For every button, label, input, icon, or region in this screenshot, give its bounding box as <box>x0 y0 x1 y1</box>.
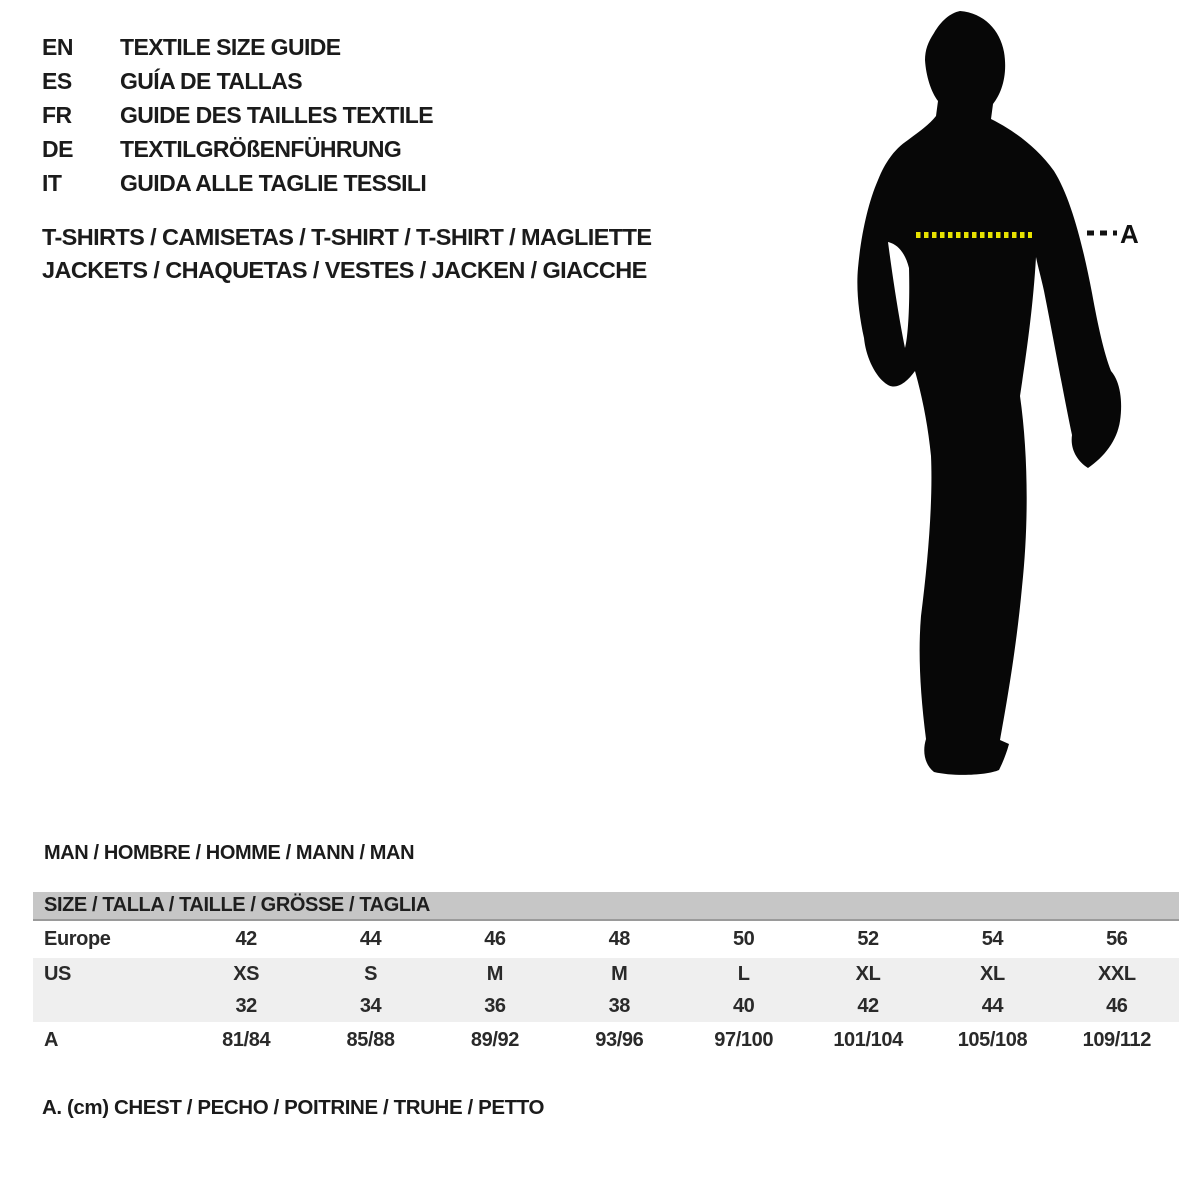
size-cell: L <box>737 962 750 985</box>
size-cell: 81/84 <box>222 1029 271 1051</box>
size-table-section <box>33 892 1179 1059</box>
size-cell: 54 <box>981 928 1004 950</box>
language-title: TEXTILGRÖßENFÜHRUNG <box>120 135 402 162</box>
size-cell: M <box>611 962 628 985</box>
size-cell: 52 <box>857 928 879 950</box>
size-cell: M <box>486 962 504 985</box>
row-label: Europe <box>44 928 111 950</box>
language-title: TEXTILE SIZE GUIDE <box>120 33 341 60</box>
table-row <box>33 958 1179 990</box>
size-cell: XL <box>980 962 1005 985</box>
category-list <box>42 221 651 287</box>
size-cell: 105/108 <box>957 1029 1028 1051</box>
language-row <box>42 132 433 166</box>
size-cell: 109/112 <box>1082 1029 1152 1051</box>
size-cell: 32 <box>235 994 257 1017</box>
size-cell: 42 <box>235 928 257 950</box>
size-cell: 44 <box>359 928 382 950</box>
size-table <box>33 921 1179 1059</box>
size-cell: S <box>364 962 378 985</box>
category-line: JACKETS / CHAQUETAS / VESTES / JACKEN / GIACCHE <box>42 257 647 283</box>
measurement-footnote: A. (cm) CHEST / PECHO / POITRINE / TRUHE / PETTO <box>42 1096 545 1119</box>
size-cell: 38 <box>608 994 631 1017</box>
language-row <box>42 166 433 200</box>
language-code: ES <box>42 67 72 94</box>
size-cell: 44 <box>981 994 1004 1017</box>
size-cell: 46 <box>484 928 506 950</box>
size-cell: 34 <box>359 994 382 1017</box>
measure-label-a: A <box>1120 219 1139 249</box>
language-row <box>42 98 433 132</box>
language-code: FR <box>42 101 72 128</box>
size-cell: 48 <box>608 928 631 950</box>
size-cell: 56 <box>1106 928 1128 950</box>
size-cell: 89/92 <box>470 1029 519 1051</box>
size-table-header: SIZE / TALLA / TAILLE / GRÖSSE / TAGLIA <box>33 892 1179 921</box>
size-cell: 97/100 <box>714 1029 774 1051</box>
man-silhouette-shape <box>857 11 1121 775</box>
table-row <box>33 990 1179 1022</box>
size-cell: 46 <box>1106 994 1128 1017</box>
size-cell: 85/88 <box>346 1029 395 1051</box>
category-line: T-SHIRTS / CAMISETAS / T-SHIRT / T-SHIRT / MAGLIETTE <box>42 224 652 250</box>
row-label <box>33 990 184 1022</box>
size-cell: XXL <box>1097 962 1136 985</box>
man-silhouette-figure <box>810 5 1170 790</box>
language-code: DE <box>42 135 73 162</box>
language-title: GUIDA ALLE TAGLIE TESSILI <box>120 169 427 196</box>
language-row <box>42 64 433 98</box>
language-code: EN <box>42 33 73 60</box>
size-cell: 42 <box>857 994 879 1017</box>
row-label: US <box>44 962 71 985</box>
size-cell: XL <box>855 962 881 985</box>
table-row <box>33 1022 1179 1059</box>
size-cell: XS <box>233 962 260 985</box>
language-title: GUIDE DES TAILLES TEXTILE <box>120 101 433 128</box>
size-cell: 101/104 <box>833 1029 903 1051</box>
table-row <box>33 921 1179 958</box>
language-list <box>42 30 433 200</box>
language-row <box>42 30 433 64</box>
size-cell: 50 <box>732 928 755 950</box>
section-title: MAN / HOMBRE / HOMME / MANN / MAN <box>44 842 415 864</box>
language-title: GUÍA DE TALLAS <box>120 67 302 94</box>
row-label: A <box>44 1029 59 1051</box>
language-code: IT <box>42 169 62 196</box>
size-cell: 40 <box>732 994 755 1017</box>
size-cell: 36 <box>484 994 506 1017</box>
size-cell: 93/96 <box>595 1029 644 1051</box>
